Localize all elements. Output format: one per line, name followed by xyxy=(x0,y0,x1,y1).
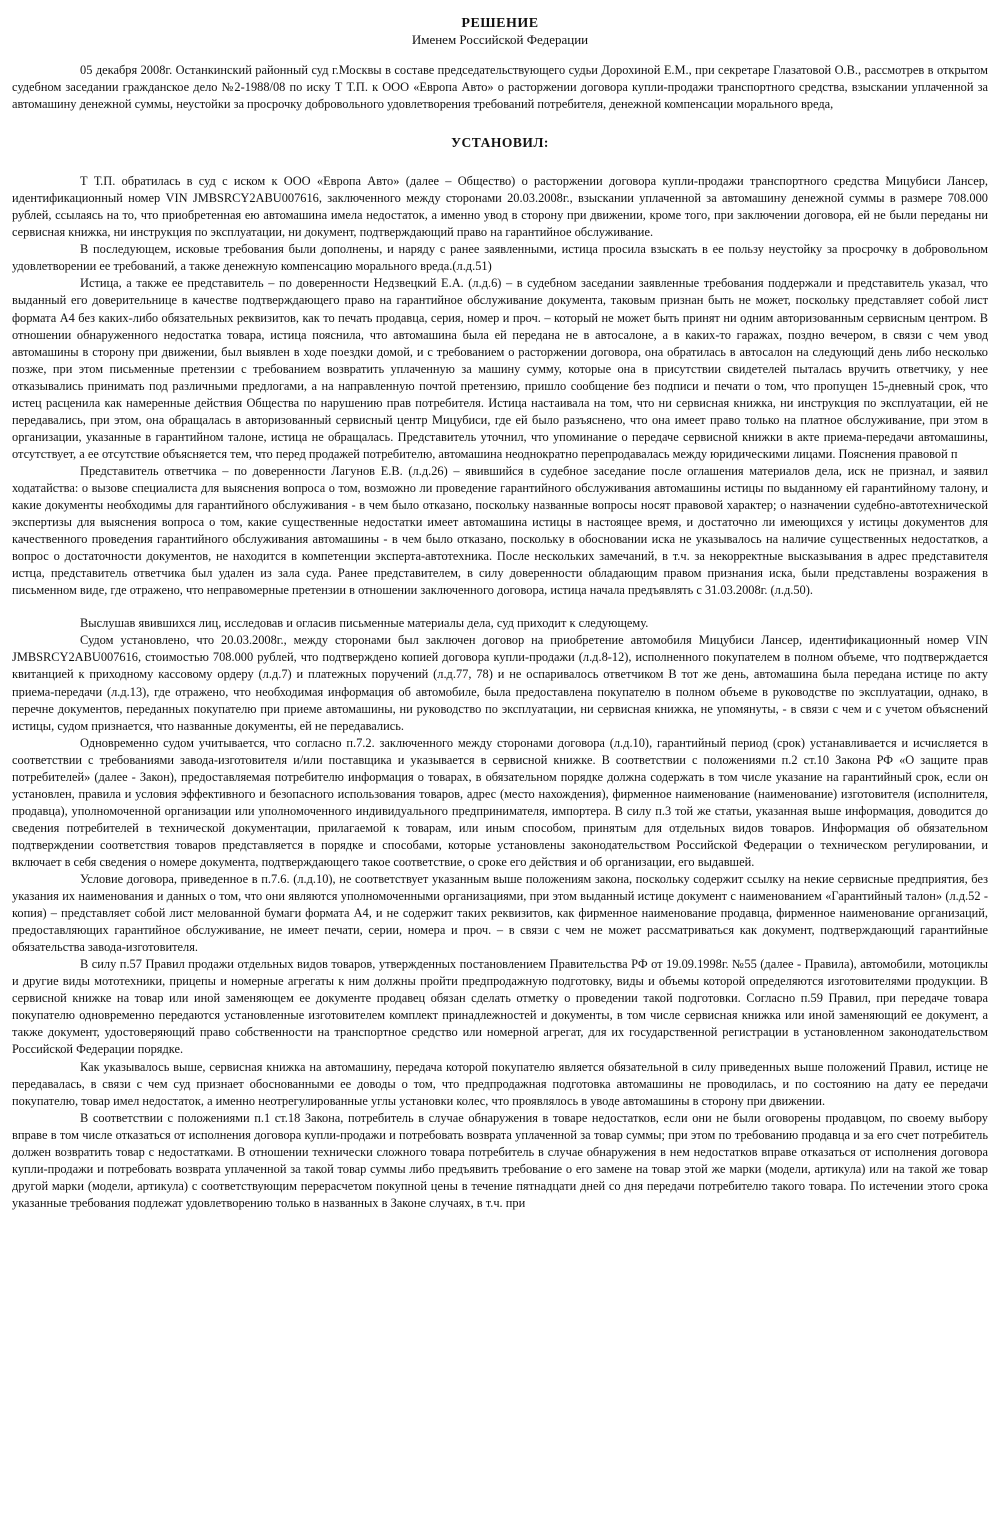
paragraph-sales-rules: В силу п.57 Правил продажи отдельных видов товаров, утвержденных постановлением Правительства РФ от 19.09.1998г. №55 (далее - Правила), автомобили, мотоциклы и другие виды мототехники, прицепы и номерные агрегаты к ним должны пройти предпродажную подготовку, виды и объемы которой определяются изготовителями продукции. В сервисной книжке на товар или иной заменяющем ее документе продавец обязан сделать отметку о проведении такой подготовки. Согласно п.59 Правил, при передаче товара покупателю одновременно передаются установленные изготовителем комплект принадлежностей и документы, в том числе сервисная книжка или иной заменяющий ее документ, а также документ, удостоверяющий право собственности на транспортное средство или номерной агрегат, для их государственной регистрации в установленном законодательством Российской Федерации порядке. xyxy=(12,957,988,1057)
paragraph-contract-condition: Условие договора, приведенное в п.7.6. (л.д.10), не соответствует указанным выше положениям закона, поскольку содержит ссылку на некие сервисные предприятия, без указания их наименования и данных о том, что они являются уполномоченными организациями, при этом выданный истице документ с наименованием «Гарантийный талон» (л.д.52 - копия) – представляет собой лист мелованной бумаги формата А4, и не содержит таких реквизитов, как фирменное наименование продавца, фирменное наименование организаций, предоставляющих гарантийное обслуживание, не имеет печати, серии, номера и проч. – в связи с чем не может рассматриваться как документ, подтверждающий гарантийные обязательства завода-изготовителя. xyxy=(12,872,988,955)
paragraph-court-transition: Выслушав явившихся лиц, исследовав и огласив письменные материалы дела, суд приходит к следующему. xyxy=(80,616,649,631)
paragraph-warranty-period: Одновременно судом учитывается, что согласно п.7.2. заключенного между сторонами договора (л.д.10), гарантийный период (срок) устанавливается и исчисляется в соответствии с требованиями завода-изготовителя и/или поставщика и указывается в сервисной книжке. В соответствии с положениями п.2 ст.10 Закона РФ «О защите прав потребителей» (далее - Закон), предоставляемая потребителю информация о товарах, в обязательном порядке должна содержать в том числе указание на гарантийный срок, если он установлен, правила и условия эффективного и безопасного использования товаров, адрес (место нахождения), фирменное наименование (наименование) изготовителя (исполнителя, продавца), уполномоченной организации или уполномоченного индивидуального предпринимателя, импортера. В силу п.3 той же статьи, указанная выше информация, доводится до сведения потребителей в технической документации, прилагаемой к товарам, или иным способом, принятым для отдельных видов товаров. Информация об обязательном подтверждении соответствия товаров представляется в порядке и способами, которые установлены законодательством Российской Федерации о техническом регулировании, и включает в себя сведения о номере документа, подтверждающего такое соответствие, о сроке его действия и об организации, его выдавшей. xyxy=(12,735,988,869)
document-title: РЕШЕНИЕ xyxy=(461,16,539,31)
paragraph-gap xyxy=(12,599,988,615)
section-title: УСТАНОВИЛ: xyxy=(451,135,549,151)
paragraph-plaintiff-position: Истица, а также ее представитель – по доверенности Недзвецкий Е.А. (л.д.6) – в судебном заседании заявленные требования поддержали и представитель указал, что выданный его доверительнице в качестве подтверждающего право на гарантийное обслуживание документа, таковым признан быть не может, поскольку представляет собой лист формата А4 без каких-либо обязательных реквизитов, как то печать продавца, серия, номер и проч. – который не может быть принят ни одним авторизованным сервисным центром. В отношении обнаруженного недостатка товара, истица пояснила, что автомашина была ей передана не в автосалоне, а в каких-то гаражах, поздно вечером, в связи с чем увод автомашины в сторону при движении, был выявлен в ходе поездки домой, и с требованием о расторжении договора, она обратилась в автосалон на следующий день либо несколько позже, при этом письменные претензии с требованием возвратить уплаченную за машину сумму, которые она в присутствии свидетелей пыталась вручить ответчику, у нее отказывались принимать под различными предлогами, а на направленную почтой претензию, пришло сообщение без подписи и печати о том, что пропущен 15-дневный срок, что истец расценила как намеренные действия Общества по нарушению прав потребителя. Истица настаивала на том, что ни сервисная книжка, ни инструкция по эксплуатации, ей не передавались, при этом, она обращалась в авторизованный сервисный центр Мицубиси, где ей было разъяснено, что она имеет право только на платное обслуживание, при этом в организации, указанные в гарантийном талоне, истица не обращалась. Представитель уточнил, что упоминание о передаче сервисной книжки в акте приема-передачи автомашины, отсутствует, а ее отсутствие объясняется тем, что перед продажей потребителю, автомашина неоднократно перепродавалась между юридическими лицами. Пояснения правовой п xyxy=(12,276,988,461)
intro-paragraph: 05 декабря 2008г. Останкинский районный суд г.Москвы в составе председательствующего судьи Дорохиной Е.М., при секретаре Глазатовой О.В., рассмотрев в открытом судебном заседании гражданское дело №2-1988/08 по иску Т Т.П. к ООО «Европа Авто» о расторжении договора купли-продажи транспортного средства, взыскании уплаченной за автомашину денежной суммы, неустойки за просрочку добровольного удовлетворения требований потребителя, денежной компенсации морального вреда, xyxy=(12,63,988,112)
paragraph-claim: Т Т.П. обратилась в суд с иском к ООО «Европа Авто» (далее – Общество) о расторжении договора купли-продажи транспортного средства Мицубиси Лансер, идентификационный номер VIN JMBSRCY2ABU007616, заключенного между сторонами 20.03.2008г., взыскании уплаченной за автомашину денежной суммы в размере 708.000 рублей, ссылаясь на то, что приобретенная ею автомашина имела недостаток, а именно увод в сторону при движении, кроме того, при заключении договора, ей не были переданы ни сервисная книжка, ни инструкция по эксплуатации, ни документ, подтверждающий право на гарантийное обслуживание. xyxy=(12,174,988,240)
paragraph-court-findings: Судом установлено, что 20.03.2008г., между сторонами был заключен договор на приобретение автомобиля Мицубиси Лансер, идентификационный номер VIN JMBSRCY2ABU007616, стоимостью 708.000 рублей, что подтверждено копией договора купли-продажи (л.д.8-12), исполненного покупателем в полном объеме, что подтверждается квитанцией к приходному кассовому ордеру (л.д.7) и платежных поручений (л.д.77, 78) и не оспаривалось ответчиком В тот же день, автомашина была передана истице по акту приема-передачи (л.д.13), где отражено, что необходимая информация об автомобиле, была предоставлена покупателю в полном объеме в руководстве по эксплуатации, однако, в перечне документов, переданных покупателю при приеме автомашины, ни руководство по эксплуатации, ни сервисная книжка, не упомянуты, - в связи с чем и с учетом объяснений истицы, судом признается, что названные документы, ей не передавались. xyxy=(12,633,988,733)
paragraph-consumer-rights: В соответствии с положениями п.1 ст.18 Закона, потребитель в случае обнаружения в товаре недостатков, если они не были оговорены продавцом, по своему выбору вправе в том числе отказаться от исполнения договора купли-продажи и потребовать возврата уплаченной за товар суммы; при этом по требованию продавца и за его счет потребитель должен возвратить товар с недостатками. В отношении технически сложного товара потребитель в случае обнаружения в нем недостатков вправе отказаться от исполнения договора купли-продажи и потребовать возврата уплаченной за такой товар суммы либо предъявить требование о его замене на товар этой же марки (модели, артикула) или на такой же товар другой марки (модели, артикула) с соответствующим перерасчетом покупной цены в течение пятнадцати дней со дня передачи потребителю такого товара. По истечении этого срока указанные требования подлежат удовлетворению только в названных в Законе случаях, в т.ч. при xyxy=(12,1110,988,1210)
document-subtitle: Именем Российской Федерации xyxy=(411,32,589,47)
paragraph-defendant-position: Представитель ответчика – по доверенности Лагунов Е.В. (л.д.26) – явившийся в судебное заседание после оглашения материалов дела, иск не признал, и заявил ходатайства: о вызове специалиста для выяснения вопроса о том, возможно ли проведение гарантийного обслуживания автомашины истицы по выданному ей гарантийному талону, и какие документы необходимы для гарантийного обслуживания - в чем было отказано, поскольку названные вопросы носят правовой характер; о назначении судебно-автотехнической экспертизы для выяснения вопроса о том, какие существенные недостатки имеет автомашина истицы в настоящее время, и достаточно ли имеющихся у истицы документов для качественного проведения гарантийного обслуживания автомашины - в чем было отказано, поскольку в обосновании иска не указывалось на наличие существенных недостатков, а вопрос о достаточности документов, не находится в компетенции эксперта-автотехника. После нескольких замечаний, в т.ч. за некорректные высказывания в адрес представителя истца, представитель ответчика был удален из зала суда. Ранее представителем, в силу доверенности обладающим правом признания иска, были представлены возражения в письменном виде, где отражено, что неправомерные претензии в отношении заключенного договора, истица начала предъявлять с 31.03.2008г. (л.д.50). xyxy=(12,463,988,598)
paragraph-amended-claims: В последующем, исковые требования были дополнены, и наряду с ранее заявленными, истица просила взыскать в ее пользу неустойку за просрочку в добровольном удовлетворении ее требований, а также денежную компенсацию морального вреда.(л.д.51) xyxy=(12,242,988,274)
paragraph-service-book: Как указывалось выше, сервисная книжка на автомашину, передача которой покупателю является обязательной в силу приведенных выше положений Правил, истице не передавалась, в связи с чем суд признает обоснованными ее доводы о том, что предпродажная подготовка автомашины не проводилась, и по состоянию на дату ее передачи покупателю, товар имел недостаток, а именно неотрегулированные углы установки колес, что проявлялось в уводе автомашины в сторону при движении. xyxy=(12,1059,988,1108)
